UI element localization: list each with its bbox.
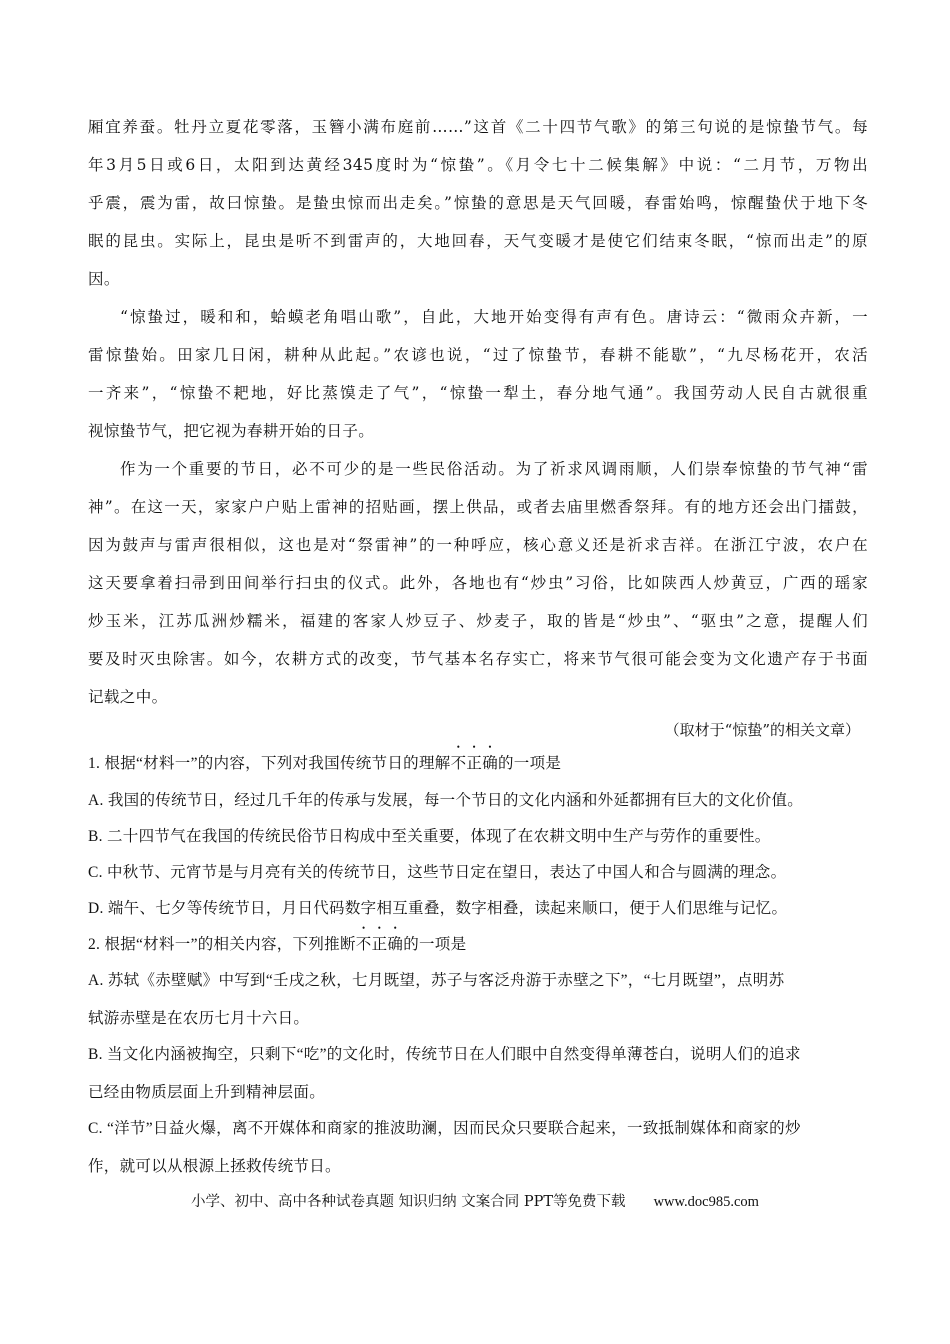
passage-line: 要及时灭虫除害。如今，农耕方式的改变，节气基本名存实亡，将来节气很可能会变为文化遗产存于书面 xyxy=(88,650,868,668)
question-1-option-d: D. 端午、七夕等传统节日，月日代码数字相互重叠，数字相叠，读起来顺口，便于人们思维与记忆。 xyxy=(88,900,788,917)
emphasis-char: 确 xyxy=(482,755,498,772)
emphasis-char: 确 xyxy=(387,936,404,953)
stem-text: 的一项是 xyxy=(498,755,562,772)
passage-line: “惊蛰过，暖和和，蛤蟆老角唱山歌”，自此，大地开始变得有声有色。唐诗云：“微雨众卉新，一 xyxy=(120,308,868,326)
emphasis-char: 不 xyxy=(450,755,467,772)
question-2-option-c: C. “洋节”日益火爆，离不开媒体和商家的推波助澜，因而民众只要联合起来，一致抵制媒体和商家的炒 xyxy=(88,1120,801,1137)
emphasis-char: 正 xyxy=(466,755,483,772)
passage-line: 作为一个重要的节日，必不可少的是一些民俗活动。为了祈求风调雨顺，人们崇奉惊蛰的节气神“雷 xyxy=(120,460,868,478)
passage-line: 年3月5日或6日，太阳到达黄经345度时为“惊蛰”。《月令七十二候集解》中说：“二月节，万物出 xyxy=(88,156,868,174)
question-2-option-b: B. 当文化内涵被掏空，只剩下“吃”的文化时，传统节日在人们眼中自然变得单薄苍白，说明人们的追求 xyxy=(88,1046,801,1063)
passage-line: 因为鼓声与雷声很相似，这也是对“祭雷神”的一种呼应，核心意义还是祈求吉祥。在浙江宁波，农户在 xyxy=(88,536,868,554)
question-1-option-c: C. 中秋节、元宵节是与月亮有关的传统节日，这些节日定在望日，表达了中国人和合与圆满的理念。 xyxy=(88,864,787,881)
question-2-option-a: A. 苏轼《赤壁赋》中写到“壬戌之秋，七月既望，苏子与客泛舟游于赤壁之下”，“七月既望”，点明苏 xyxy=(88,972,785,989)
passage-source: （取材于“惊蛰”的相关文章） xyxy=(664,721,860,739)
passage-line: 神”。在这一天，家家户户贴上雷神的招贴画，摆上供品，或者去庙里燃香祭拜。有的地方还会出门擂鼓， xyxy=(88,498,868,516)
page-footer xyxy=(0,1192,950,1212)
emphasis-char: 不 xyxy=(355,936,372,953)
footer-text: 小学、初中、高中各种试卷真题 知识归纳 文案合同 PPT等免费下载 xyxy=(191,1194,626,1210)
passage-line: 雷惊蛰始。田家几日闲，耕种从此起。”农谚也说，“过了惊蛰节，春耕不能歇”，“九尽杨花开，农活 xyxy=(88,346,868,364)
passage-line: 这天要拿着扫帚到田间举行扫虫的仪式。此外，各地也有“炒虫”习俗，比如陕西人炒黄豆，广西的瑶家 xyxy=(88,574,868,592)
question-1-option-a: A. 我国的传统节日，经过几千年的传承与发展，每一个节日的文化内涵和外延都拥有巨大的文化价值。 xyxy=(88,792,804,809)
passage-line: 视惊蛰节气，把它视为春耕开始的日子。 xyxy=(88,422,375,440)
question-2-stem xyxy=(88,935,868,955)
passage-line: 记载之中。 xyxy=(88,688,168,706)
passage-line: 厢宜养蚕。牡丹立夏花零落，玉簪小满布庭前……”这首《二十四节气歌》的第三句说的是惊蛰节气。每 xyxy=(88,118,868,136)
passage-line: 乎震，震为雷，故曰惊蛰。是蛰虫惊而出走矣。”惊蛰的意思是天气回暖，春雷始鸣，惊醒蛰伏于地下冬 xyxy=(88,194,868,212)
footer-site-link[interactable]: www.doc985.com xyxy=(653,1194,759,1210)
passage-line: 眠的昆虫。实际上，昆虫是听不到雷声的，大地回春，天气变暖才是使它们结束冬眠，“惊而出走”的原 xyxy=(88,232,868,250)
emphasis-char: 正 xyxy=(371,936,388,953)
passage-line: 炒玉米，江苏瓜洲炒糯米，福建的客家人炒豆子、炒麦子，取的皆是“炒虫”、“驱虫”之意，提醒人们 xyxy=(88,612,868,630)
question-2-option-c-cont: 作，就可以从根源上拯救传统节日。 xyxy=(88,1158,341,1175)
passage-line: 因。 xyxy=(88,270,120,288)
stem-text: 的一项是 xyxy=(403,936,467,953)
question-2-option-a-cont: 轼游赤壁是在农历七月十六日。 xyxy=(88,1010,310,1027)
passage-line: 一齐来”，“惊蛰不耙地，好比蒸馍走了气”，“惊蛰一犁土，春分地气通”。我国劳动人民自古就很重 xyxy=(88,384,868,402)
question-1-option-b: B. 二十四节气在我国的传统民俗节日构成中至关重要，体现了在农耕文明中生产与劳作的重要性。 xyxy=(88,828,771,845)
stem-text: 1. 根据“材料一”的内容，下列对我国传统节日的理解 xyxy=(88,755,451,772)
question-2-option-b-cont: 已经由物质层面上升到精神层面。 xyxy=(88,1084,326,1101)
question-1-stem xyxy=(88,754,868,774)
stem-text: 2. 根据“材料一”的相关内容，下列推断 xyxy=(88,936,356,953)
